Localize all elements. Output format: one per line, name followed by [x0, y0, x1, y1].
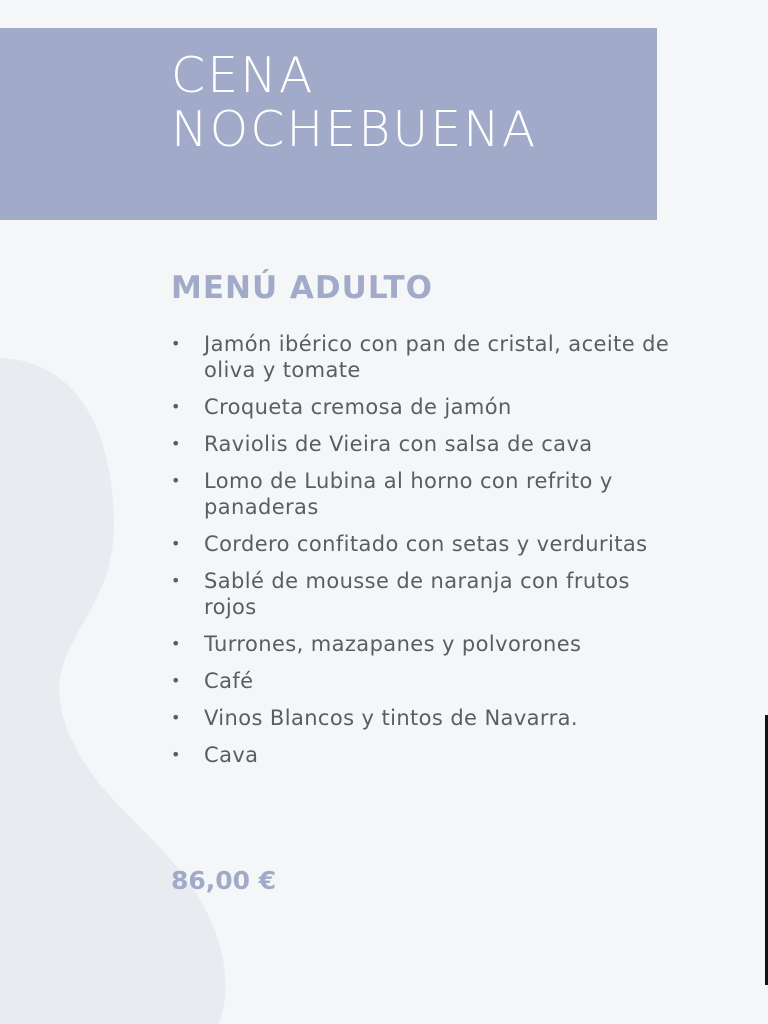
bullet-icon: • — [171, 397, 181, 416]
bullet-icon: • — [171, 334, 181, 353]
bullet-icon: • — [171, 534, 181, 553]
section-title: MENÚ ADULTO — [171, 270, 433, 306]
bullet-icon: • — [171, 434, 181, 453]
bullet-icon: • — [171, 471, 181, 490]
menu-item — [171, 394, 671, 420]
menu-item — [171, 742, 671, 768]
menu-item-label: Croqueta cremosa de jamón — [204, 395, 512, 419]
menu-item — [171, 705, 671, 731]
menu-item-label: Vinos Blancos y tintos de Navarra. — [204, 706, 578, 730]
bullet-icon: • — [171, 634, 181, 653]
menu-item — [171, 531, 671, 557]
menu-item-label: Jamón ibérico con pan de cristal, aceite de oliva y tomate — [204, 332, 670, 382]
page-title-line-2: NOCHEBUENA — [171, 101, 538, 158]
menu-item-label: Turrones, mazapanes y polvorones — [204, 632, 582, 656]
menu-item — [171, 468, 671, 520]
menu-item — [171, 631, 671, 657]
menu-item-label: Lomo de Lubina al horno con refrito y panaderas — [204, 469, 613, 519]
menu-item — [171, 668, 671, 694]
menu-item-label: Cordero confitado con setas y verduritas — [204, 532, 648, 556]
menu-item — [171, 431, 671, 457]
menu-item-label: Sablé de mousse de naranja con frutos rojos — [204, 569, 630, 619]
menu-item — [171, 568, 671, 620]
bullet-icon: • — [171, 571, 181, 590]
price-label: 86,00 € — [171, 866, 277, 895]
page-title-line-1: CENA — [171, 47, 315, 104]
bullet-icon: • — [171, 745, 181, 764]
bullet-icon: • — [171, 671, 181, 690]
menu-item-label: Café — [204, 669, 254, 693]
menu-item-label: Cava — [204, 743, 259, 767]
menu-item-label: Raviolis de Vieira con salsa de cava — [204, 432, 593, 456]
menu-item — [171, 331, 671, 383]
bullet-icon: • — [171, 708, 181, 727]
menu-list — [171, 331, 671, 779]
